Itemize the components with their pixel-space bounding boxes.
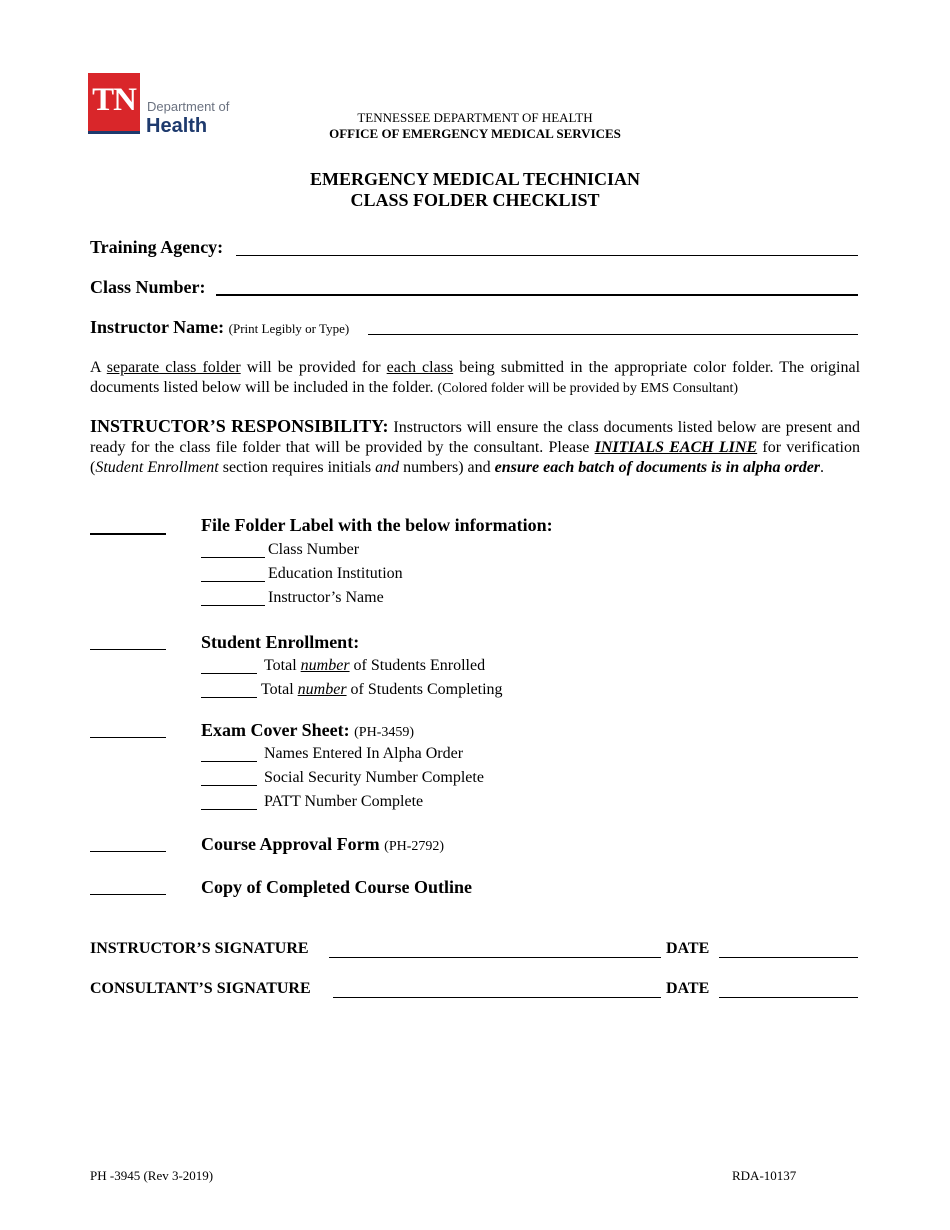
- sub-item-education-institution: Education Institution: [268, 565, 403, 582]
- item-folder-label-title: File Folder Label with the below information:: [201, 515, 553, 535]
- initials-blank-exam[interactable]: [90, 737, 166, 738]
- sub-item-instructor-name: Instructor’s Name: [268, 589, 384, 606]
- initials-blank-folder-label[interactable]: [90, 533, 166, 535]
- instructor-name-hint: (Print Legibly or Type): [228, 321, 350, 336]
- document-title-line2: CLASS FOLDER CHECKLIST: [350, 190, 600, 210]
- tn-logo-mark: TN: [92, 82, 136, 118]
- training-agency-field[interactable]: [236, 255, 858, 256]
- training-agency-label: Training Agency:: [90, 237, 224, 257]
- intro-text: will be provided for: [240, 359, 387, 376]
- form-number-footer: PH -3945 (Rev 3-2019): [90, 1168, 214, 1183]
- intro-paragraph: [90, 358, 860, 399]
- exam-form-number: (PH-3459): [354, 725, 415, 740]
- responsibility-text: Instructors will ensure the class documents listed below are present and ready for the class file folder that will be provided by the consultant. Please: [90, 419, 860, 456]
- instructor-date-field[interactable]: [719, 957, 858, 958]
- sub-item-class-number: Class Number: [268, 541, 360, 558]
- intro-underline-folder: separate class folder: [106, 359, 241, 376]
- sub-text: of Students Enrolled: [349, 657, 486, 674]
- responsibility-text: .: [820, 459, 825, 476]
- instructor-name-label: [90, 316, 349, 340]
- sub-item-patt: PATT Number Complete: [264, 793, 424, 810]
- initials-blank-enrollment[interactable]: [90, 649, 166, 650]
- consultant-date-label: DATE: [666, 980, 710, 997]
- item-enrollment-title: Student Enrollment:: [201, 632, 360, 652]
- rda-number-footer: RDA-10137: [732, 1168, 797, 1183]
- item-outline-title: Copy of Completed Course Outline: [201, 877, 472, 897]
- instructor-name-label-text: Instructor Name:: [90, 317, 225, 337]
- initials-emphasis: INITIALS EACH LINE: [594, 439, 758, 456]
- sub-text: of Students Completing: [346, 681, 503, 698]
- responsibility-text: section requires initials: [218, 459, 376, 476]
- sub-item-alpha-order: Names Entered In Alpha Order: [264, 745, 464, 762]
- item-exam-title: [201, 719, 414, 744]
- responsibility-text: for verification (: [90, 439, 860, 476]
- sub-blank[interactable]: [201, 785, 257, 786]
- sub-blank[interactable]: [201, 673, 257, 674]
- initials-blank-outline[interactable]: [90, 894, 166, 895]
- sub-blank[interactable]: [201, 809, 257, 810]
- sub-item-ssn: Social Security Number Complete: [264, 769, 484, 786]
- responsibility-italic: and: [375, 459, 400, 476]
- instructor-signature-label: INSTRUCTOR’S SIGNATURE: [90, 940, 309, 957]
- logo-dept-text: Department of: [147, 99, 230, 114]
- intro-note: (Colored folder will be provided by EMS Consultant): [437, 381, 739, 396]
- consultant-signature-field[interactable]: [333, 997, 661, 998]
- consultant-signature-label: CONSULTANT’S SIGNATURE: [90, 980, 311, 997]
- class-number-field[interactable]: [216, 294, 858, 296]
- intro-text: A: [90, 359, 107, 376]
- intro-text: being submitted in the appropriate color folder. The original documents listed below will be included in the folder.: [90, 359, 861, 396]
- responsibility-italic: Student Enrollment: [95, 459, 219, 476]
- instructor-date-label: DATE: [666, 940, 710, 957]
- logo-health-text: Health: [146, 115, 208, 137]
- class-number-label: Class Number:: [90, 277, 206, 297]
- approval-title-text: Course Approval Form: [201, 834, 380, 854]
- sub-blank[interactable]: [201, 697, 257, 698]
- sub-item-total-enrolled: [264, 656, 485, 676]
- sub-item-total-completing: [261, 680, 503, 700]
- number-emphasis: number: [297, 681, 347, 698]
- sub-blank[interactable]: [201, 605, 265, 606]
- intro-underline-class: each class: [386, 359, 454, 376]
- responsibility-text: numbers) and: [399, 459, 495, 476]
- office-header: OFFICE OF EMERGENCY MEDICAL SERVICES: [329, 126, 621, 141]
- number-emphasis: number: [300, 657, 350, 674]
- sub-blank[interactable]: [201, 581, 265, 582]
- sub-blank[interactable]: [201, 557, 265, 558]
- responsibility-paragraph: [90, 416, 860, 478]
- initials-blank-approval[interactable]: [90, 851, 166, 852]
- instructor-signature-field[interactable]: [329, 957, 661, 958]
- sub-text: Total: [261, 681, 298, 698]
- responsibility-heading: INSTRUCTOR’S RESPONSIBILITY:: [90, 416, 389, 436]
- exam-title-text: Exam Cover Sheet:: [201, 720, 350, 740]
- agency-header: TENNESSEE DEPARTMENT OF HEALTH: [357, 110, 593, 125]
- approval-form-number: (PH-2792): [384, 839, 445, 854]
- instructor-name-field[interactable]: [368, 334, 858, 335]
- sub-text: Total: [264, 657, 301, 674]
- item-approval-title: [201, 833, 444, 858]
- document-title-line1: EMERGENCY MEDICAL TECHNICIAN: [309, 169, 641, 189]
- alpha-order-emphasis: ensure each batch of documents is in alpha order: [494, 459, 821, 476]
- sub-blank[interactable]: [201, 761, 257, 762]
- consultant-date-field[interactable]: [719, 997, 858, 998]
